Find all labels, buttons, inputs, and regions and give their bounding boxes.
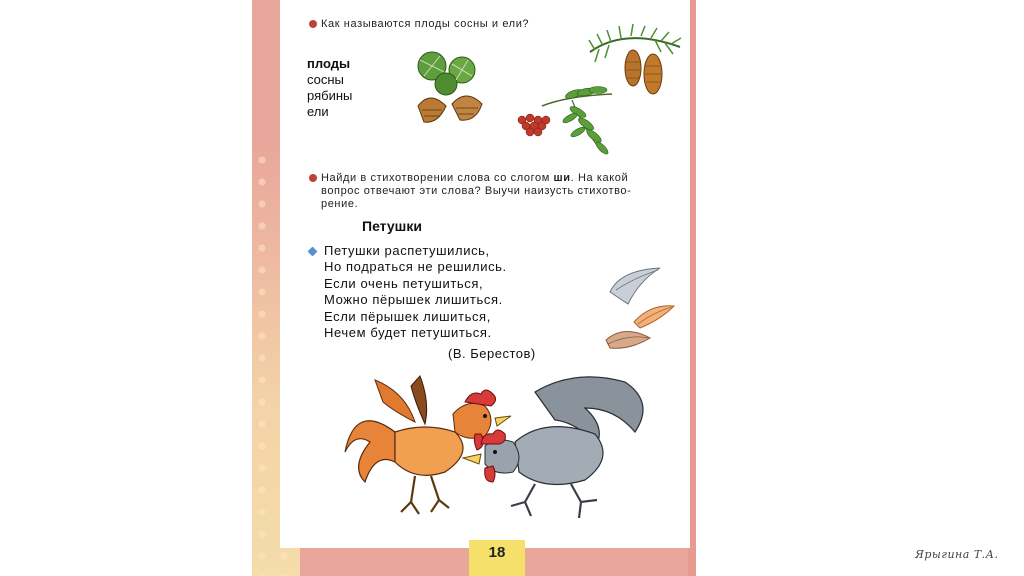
- fruit-item: рябины: [307, 88, 353, 103]
- rowan-berries-illustration: [512, 86, 622, 158]
- question-syllable-task: [321, 172, 687, 211]
- poem-line: Петушки распетушились,: [324, 243, 490, 258]
- poem-line: Нечем будет петушиться.: [324, 325, 492, 341]
- author-signature: Ярыгина Т.А.: [915, 548, 999, 561]
- question-bullet-icon: [309, 174, 317, 182]
- poem-line: Можно пёрышек лишиться.: [324, 292, 503, 308]
- poem-line: Если пёрышек лишиться,: [324, 308, 491, 324]
- feathers-illustration: [600, 262, 680, 358]
- task-line: рение.: [321, 198, 359, 210]
- pine-cones-illustration: [410, 48, 500, 138]
- roosters-illustration: [335, 372, 660, 522]
- poem-author: (В. Берестов): [448, 346, 536, 361]
- poem-title: Петушки: [362, 218, 422, 234]
- task-line: вопрос отвечают эти слова? Выучи наизусть стихотво-: [321, 185, 632, 197]
- fruit-item: ели: [307, 104, 329, 119]
- fruits-heading: плоды: [307, 56, 351, 71]
- poem-line: Если очень петушиться,: [324, 275, 484, 291]
- fruit-item: сосны: [307, 72, 344, 87]
- page-number: 18: [469, 540, 525, 576]
- question-fruits: Как называются плоды сосны и ели?: [321, 18, 530, 30]
- question-bullet-icon: [309, 20, 317, 28]
- fruits-list: [307, 56, 352, 120]
- poem-line: Но подраться не решились.: [324, 259, 507, 275]
- task-line: Найди в стихотворении слова со слогом ши. На какой: [321, 172, 629, 184]
- poem-text: [324, 243, 507, 341]
